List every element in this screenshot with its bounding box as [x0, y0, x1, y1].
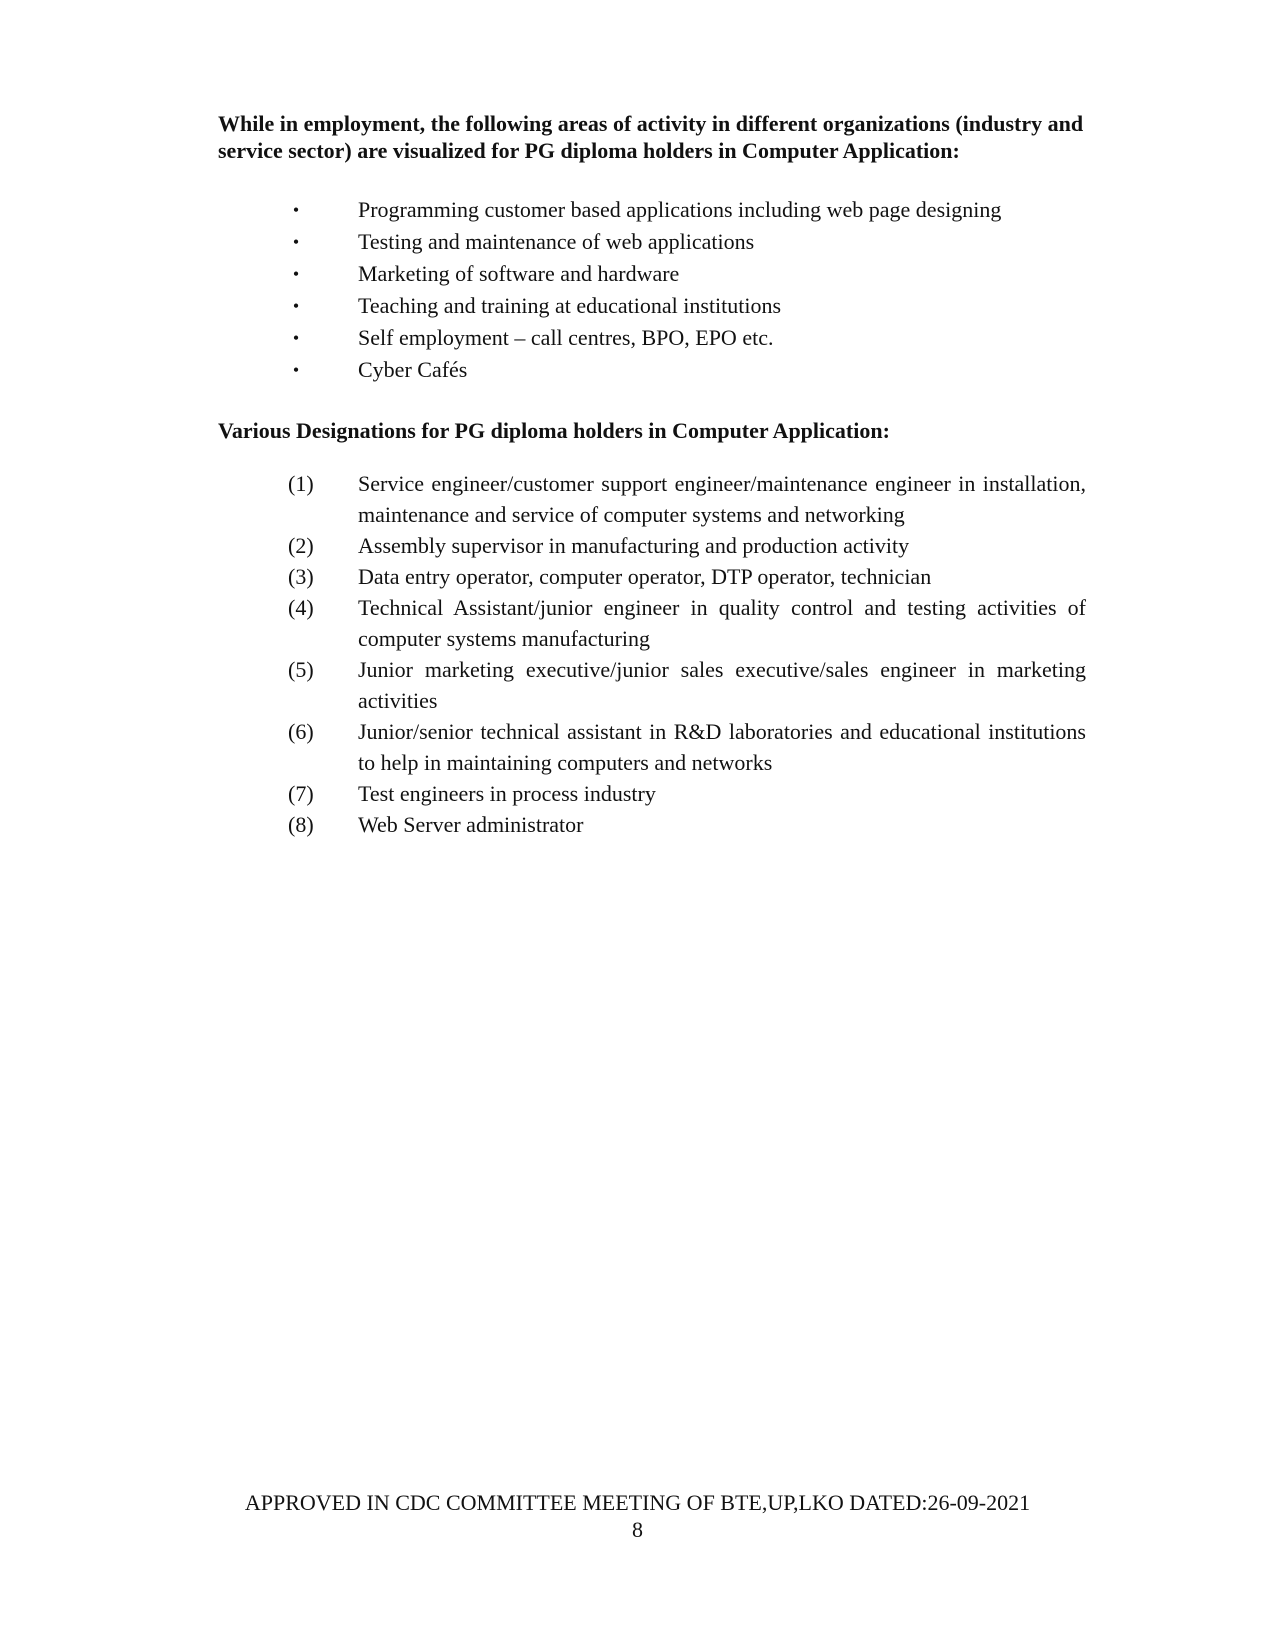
list-item-text: Junior/senior technical assistant in R&D laboratories and educational institutions to help in maintaining computers and networks: [358, 719, 1086, 775]
list-item: [218, 530, 1086, 561]
list-item-text: Programming customer based applications including web page designing: [358, 197, 1002, 222]
list-item: [218, 592, 1086, 654]
list-item: [218, 561, 1086, 592]
list-item-text: Web Server administrator: [358, 812, 584, 837]
footer-approval-note: APPROVED IN CDC COMMITTEE MEETING OF BTE,UP,LKO DATED:26-09-2021: [244, 1490, 1031, 1515]
list-item-text: Test engineers in process industry: [358, 781, 656, 806]
list-item: [218, 809, 1086, 840]
list-item-text: Technical Assistant/junior engineer in quality control and testing activities of computer systems manufacturing: [358, 595, 1086, 651]
bullet-icon: •: [292, 264, 300, 284]
list-item: [218, 194, 1086, 226]
designations-list: [218, 468, 1086, 840]
list-item: [218, 654, 1086, 716]
list-item-text: Testing and maintenance of web applications: [358, 229, 755, 254]
list-item-text: Cyber Cafés: [358, 357, 468, 382]
list-item-number: (6): [288, 719, 314, 744]
list-item-text: Junior marketing executive/junior sales executive/sales engineer in marketing activities: [358, 657, 1086, 713]
list-item-text: Marketing of software and hardware: [358, 261, 680, 286]
employment-areas-heading: While in employment, the following areas of activity in different organizations (industry and service sector) are visualized for PG diploma holders in Computer Application:: [218, 111, 1084, 163]
list-item: [218, 468, 1086, 530]
bullet-icon: •: [292, 328, 300, 348]
list-item-number: (8): [288, 812, 314, 837]
list-item-number: (3): [288, 564, 314, 589]
list-item-number: (5): [288, 657, 314, 682]
list-item-text: Service engineer/customer support engineer/maintenance engineer in installation, maintenance and service of computer systems and networking: [358, 471, 1086, 527]
bullet-icon: •: [292, 200, 300, 220]
list-item-number: (2): [288, 533, 314, 558]
list-item: [218, 258, 1086, 290]
bullet-icon: •: [292, 296, 300, 316]
list-item-number: (4): [288, 595, 314, 620]
list-item-text: Teaching and training at educational institutions: [358, 293, 782, 318]
list-item-number: (7): [288, 781, 314, 806]
list-item: [218, 226, 1086, 258]
list-item: [218, 716, 1086, 778]
bullet-icon: •: [292, 360, 300, 380]
list-item: [218, 290, 1086, 322]
page-number: 8: [632, 1517, 643, 1542]
list-item: [218, 354, 1086, 386]
employment-areas-list: [218, 194, 1086, 386]
list-item-text: Data entry operator, computer operator, DTP operator, technician: [358, 564, 932, 589]
list-item-number: (1): [288, 471, 314, 496]
list-item-text: Assembly supervisor in manufacturing and production activity: [358, 533, 910, 558]
bullet-icon: •: [292, 232, 300, 252]
list-item: [218, 322, 1086, 354]
list-item: [218, 778, 1086, 809]
list-item-text: Self employment – call centres, BPO, EPO etc.: [358, 325, 774, 350]
designations-heading: Various Designations for PG diploma holders in Computer Application:: [218, 418, 890, 443]
